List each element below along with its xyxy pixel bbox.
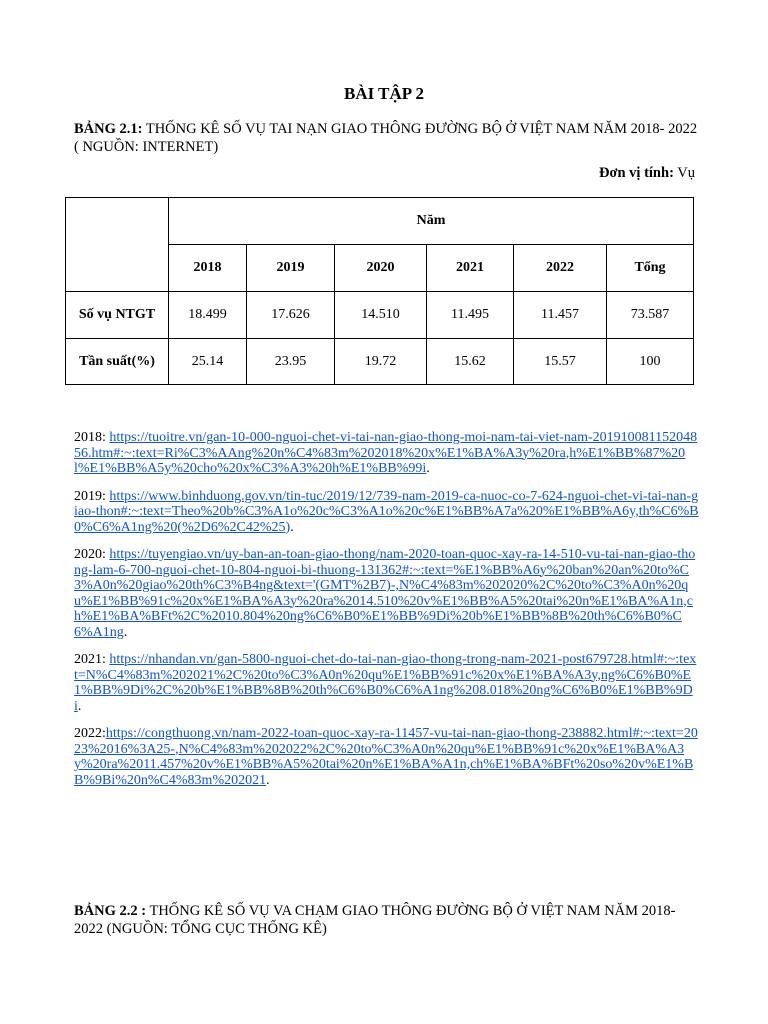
row-header: Tần suất(%) xyxy=(66,339,169,385)
source-link[interactable]: https://tuyengiao.vn/uy-ban-an-toan-giao-thong/nam-2020-toan-quoc-xay-ra-14-510-vu-tai-nan-giao-thong-lam-6-700-nguoi-chet-10-804-nguoi-bi-thuong-131362#:~:text=%E1%BB%A6y%20ban%20an%20to%C3%A0n%20giao%20th%C3%B4ng&text='(GMT%2B7)-,N%C4%83m%202020%2C%20to%C3%A0n%20qu%E1%BB%91c%20x%E1%BA%A3y%20ra%2014.510%20v%E1%BB%A5%20tai%20n%E1%BA%A1n,ch%E1%BA%BFt%2C%2010.804%20ng%C6%B0%E1%BB%9Di%20b%E1%BB%8B%20th%C6%B0%C6%A1ng xyxy=(74,547,696,640)
source-end: . xyxy=(123,624,128,640)
table1-caption-label: BẢNG 2.1: xyxy=(74,121,143,137)
table2-caption xyxy=(74,902,704,938)
source-2021 xyxy=(74,652,700,714)
table1-caption xyxy=(74,120,704,156)
column-header: 2019 xyxy=(247,245,335,292)
page-title: BÀI TẬP 2 xyxy=(344,84,424,103)
source-end: . xyxy=(266,772,270,788)
source-year: 2021: xyxy=(74,652,110,667)
table-corner-cell xyxy=(66,198,169,292)
table1-caption-text: THỐNG KÊ SỐ VỤ TAI NẠN GIAO THÔNG ĐƯỜNG BỘ Ở VIỆT NAM NĂM 2018- 2022 ( NGUỒN: INTERNET) xyxy=(74,121,698,155)
source-2022 xyxy=(74,726,700,788)
table-cell: 100 xyxy=(607,339,694,385)
table-row xyxy=(66,292,694,339)
table-cell: 14.510 xyxy=(335,292,427,339)
source-2018 xyxy=(74,430,700,477)
table-cell: 18.499 xyxy=(169,292,247,339)
sources-list xyxy=(74,430,700,800)
source-end: . xyxy=(77,698,82,714)
source-link[interactable]: https://www.binhduong.gov.vn/tin-tuc/2019/12/739-nam-2019-ca-nuoc-co-7-624-nguoi-chet-vi-tai-nan-giao-thon#:~:text=Theo%20b%C3%A1o%20c%C3%A1o%20c%E1%BB%A7a%20%E1%BB%A6y,th%C6%B0%C6%A1ng%20(%2D6%2C42%25) xyxy=(74,488,699,535)
year-group-header: Năm xyxy=(169,198,694,245)
table-cell: 17.626 xyxy=(247,292,335,339)
column-header: 2021 xyxy=(427,245,514,292)
table-cell: 23.95 xyxy=(247,339,335,385)
table-cell: 73.587 xyxy=(607,292,694,339)
table2-caption-text: THỐNG KÊ SỐ VỤ VA CHẠM GIAO THÔNG ĐƯỜNG BỘ Ở VIỆT NAM NĂM 2018- 2022 (NGUỒN: TỔNG CỤC THỐNG KÊ) xyxy=(74,903,676,937)
source-link[interactable]: https://tuoitre.vn/gan-10-000-nguoi-chet-vi-tai-nan-giao-thong-moi-nam-tai-viet-nam-20191008115204856.htm#:~:text=Ri%C3%AAng%20n%C4%83m%202018%20x%E1%BA%A3y%20ra,h%E1%BB%87%20l%E1%BB%A5y%20cho%20x%C3%A3%20h%E1%BB%99i xyxy=(74,430,698,476)
unit-label: Đơn vị tính: xyxy=(598,165,674,181)
unit-line xyxy=(599,165,695,182)
source-year: 2018: xyxy=(74,430,110,445)
table-cell: 11.457 xyxy=(514,292,607,339)
source-2019 xyxy=(74,489,700,536)
source-link[interactable]: https://nhandan.vn/gan-5800-nguoi-chet-do-tai-nan-giao-thong-trong-nam-2021-post679728.html#:~:text=N%C4%83m%202021%2C%20to%C3%A0n%20qu%E1%BB%91c%20x%E1%BA%A3y,ng%C6%B0%E1%BB%9Di%2C%20b%E1%BB%8B%20th%C6%B0%C6%A1ng%208.018%20ng%C6%B0%E1%BB%9Di xyxy=(74,652,697,714)
table-cell: 25.14 xyxy=(169,339,247,385)
table2-caption-label: BẢNG 2.2 : xyxy=(74,903,147,919)
table-row xyxy=(66,339,694,385)
column-header: 2022 xyxy=(514,245,607,292)
table-cell: 19.72 xyxy=(335,339,427,385)
table-cell: 15.62 xyxy=(427,339,514,385)
column-header: 2020 xyxy=(335,245,427,292)
source-link[interactable]: https://congthuong.vn/nam-2022-toan-quoc-xay-ra-11457-vu-tai-nan-giao-thong-238882.html#:~:text=2023%2016%3A25-,N%C4%83m%202022%2C%20to%C3%A0n%20qu%E1%BB%91c%20x%E1%BA%A3y%20ra%2011.457%20v%E1%BB%A5%20tai%20n%E1%BA%A1n,ch%E1%BA%BFt%20so%20v%E1%BB%9Bi%20n%C4%83m%202021 xyxy=(74,726,698,788)
source-end: . xyxy=(290,519,294,535)
source-2020 xyxy=(74,547,700,640)
row-header: Số vụ NTGT xyxy=(66,292,169,339)
column-header: Tổng xyxy=(607,245,694,292)
unit-value: Vụ xyxy=(673,165,695,181)
accident-stats-table xyxy=(65,197,694,385)
table-cell: 11.495 xyxy=(427,292,514,339)
source-end: . xyxy=(426,461,430,476)
source-year: 2019: xyxy=(74,488,110,504)
column-header: 2018 xyxy=(169,245,247,292)
source-year: 2022: xyxy=(74,726,106,741)
table-cell: 15.57 xyxy=(514,339,607,385)
source-year: 2020: xyxy=(74,547,110,562)
